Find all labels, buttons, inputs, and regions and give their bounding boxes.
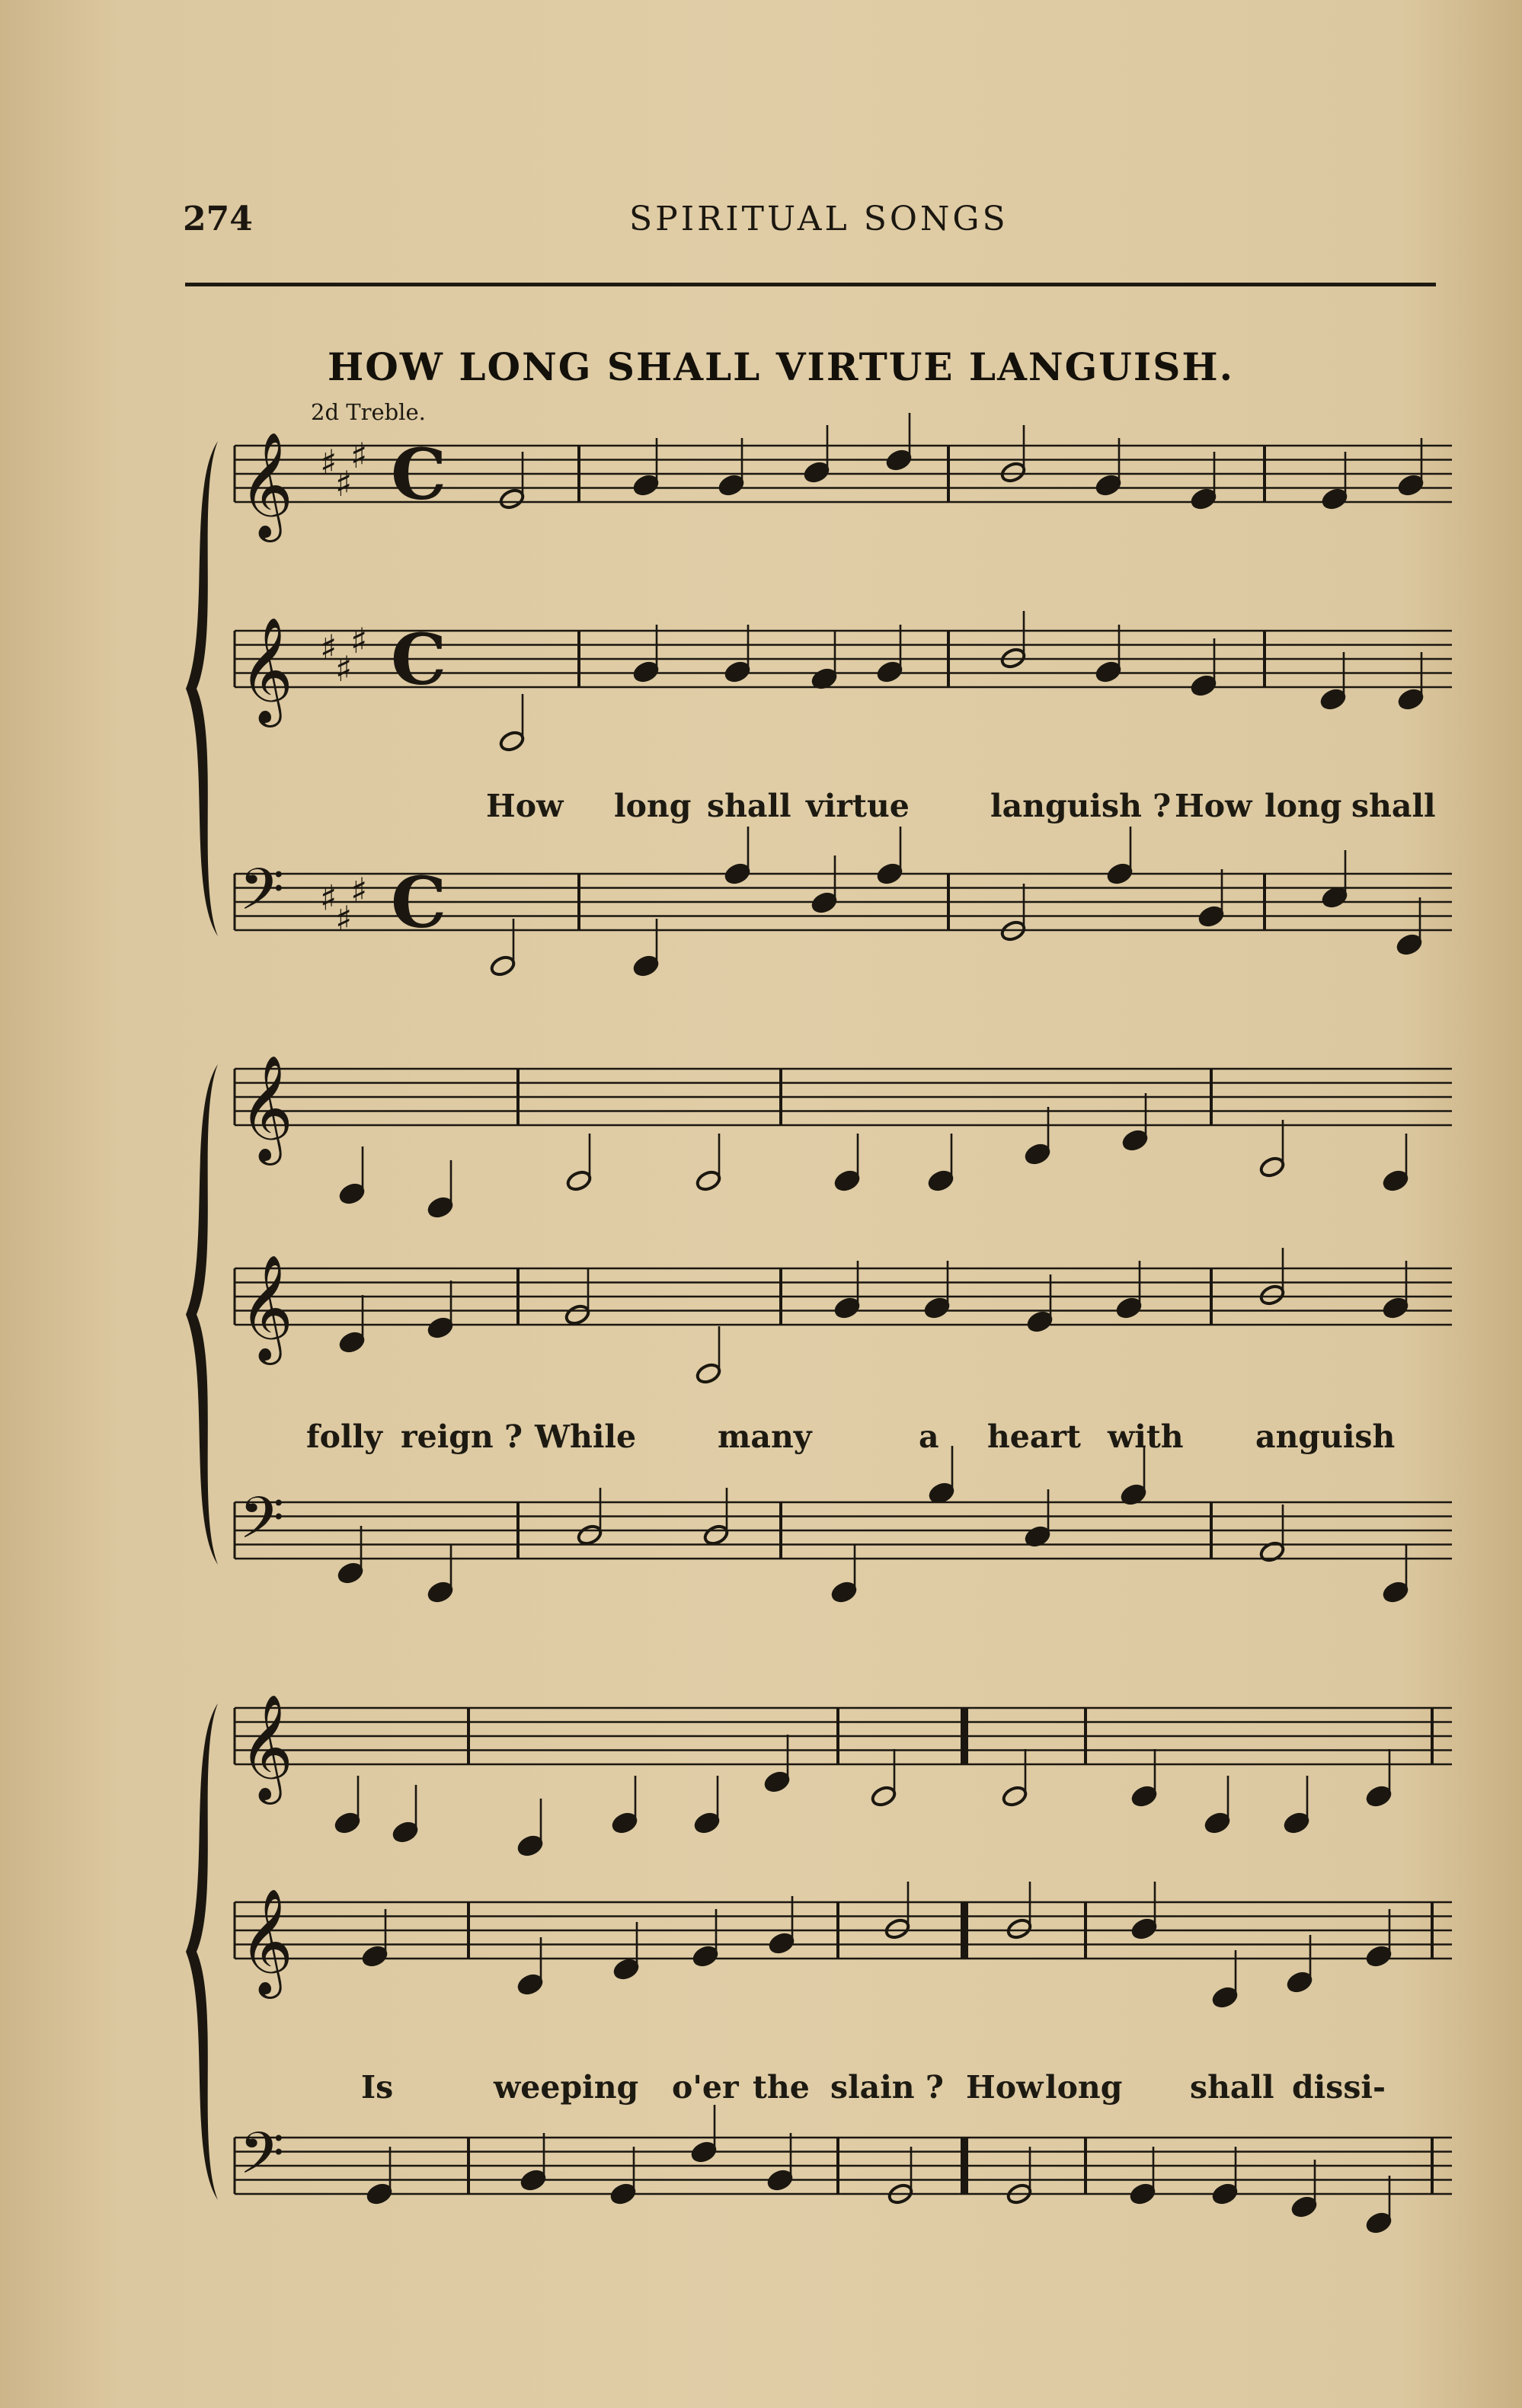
lyric-word: shall [1351, 788, 1436, 824]
notehead [1024, 1143, 1051, 1166]
brace-icon [186, 441, 218, 936]
notehead [692, 1945, 719, 1968]
notehead [1197, 905, 1225, 929]
notehead [927, 1169, 954, 1193]
notehead [884, 1917, 911, 1941]
lyric-word: anguish [1255, 1418, 1396, 1455]
notehead [632, 474, 660, 497]
notehead [1258, 1156, 1286, 1179]
lyric-word: long [1045, 2069, 1123, 2106]
notehead [338, 1331, 366, 1354]
lyric-word: long [1265, 788, 1342, 824]
treble-clef-icon: 𝄞 [239, 617, 293, 723]
common-time-icon: C [391, 618, 447, 701]
notehead [1190, 488, 1217, 511]
notehead [427, 1316, 454, 1340]
notehead [702, 1524, 730, 1547]
notehead [1115, 1297, 1143, 1320]
lyric-word: a [919, 1418, 939, 1455]
bass-clef-icon: 𝄢 [239, 1484, 285, 1566]
notehead [1286, 1971, 1313, 1994]
notehead [1283, 1812, 1310, 1835]
notehead [1365, 1945, 1393, 1968]
double-barline [961, 1708, 968, 1764]
notehead [1211, 2183, 1239, 2206]
notehead [693, 1812, 721, 1835]
sharp-icon: ♯ [320, 627, 337, 668]
notehead [766, 2169, 794, 2192]
notehead [632, 955, 660, 978]
notehead [833, 1169, 861, 1193]
lyric-word: shall [707, 788, 791, 824]
notehead [870, 1785, 897, 1808]
notehead [1130, 1785, 1158, 1808]
notehead [427, 1196, 454, 1220]
sharp-icon: ♯ [350, 619, 368, 661]
notehead [811, 891, 838, 915]
bass-clef-icon: 𝄢 [239, 2119, 285, 2202]
lyric-word: the [753, 2069, 810, 2106]
notehead [1397, 688, 1424, 712]
lyric-word: with [1108, 1418, 1184, 1455]
sharp-icon: ♯ [335, 898, 353, 939]
notehead [768, 1932, 795, 1956]
notehead [876, 660, 903, 684]
notehead [830, 1581, 858, 1604]
lyric-word: How [486, 788, 564, 824]
sharp-icon: ♯ [335, 648, 353, 689]
bass-clef-icon: 𝄢 [239, 855, 285, 938]
notehead [1121, 1129, 1149, 1153]
notehead [576, 1524, 603, 1547]
lyric-word: languish ? [990, 788, 1172, 824]
notehead [803, 461, 830, 484]
treble-clef-icon: 𝄞 [239, 1255, 293, 1361]
sharp-icon: ♯ [350, 870, 368, 911]
treble-clef-icon: 𝄞 [239, 1055, 293, 1161]
treble-clef-icon: 𝄞 [239, 1888, 293, 1994]
notehead [1365, 1785, 1393, 1808]
notehead [885, 449, 913, 472]
notehead [1211, 1986, 1239, 2010]
notehead [1365, 2211, 1393, 2235]
sharp-icon: ♯ [320, 877, 337, 919]
notehead [498, 730, 526, 753]
notehead [609, 2183, 637, 2206]
notehead [718, 474, 745, 497]
notehead [1190, 674, 1217, 698]
common-time-icon: C [391, 861, 447, 944]
notehead [1006, 1917, 1033, 1941]
notehead [516, 1834, 544, 1858]
notehead [1290, 2195, 1318, 2219]
notehead [833, 1297, 861, 1320]
notehead [498, 488, 526, 511]
notehead [1258, 1284, 1286, 1307]
notehead [1130, 1917, 1158, 1941]
notehead [366, 2183, 393, 2206]
notehead [1382, 1169, 1409, 1193]
lyric-word: dissi- [1292, 2069, 1386, 2106]
notehead [1397, 474, 1424, 497]
notehead [763, 1770, 791, 1794]
notehead [1204, 1812, 1231, 1835]
brace-icon [186, 1064, 218, 1565]
notehead [876, 862, 903, 886]
notehead [695, 1169, 722, 1193]
notehead [1129, 2183, 1156, 2206]
double-barline [961, 1902, 968, 1959]
lyric-word: many [718, 1418, 812, 1455]
notehead [1396, 933, 1423, 957]
notehead [612, 1958, 640, 1981]
lyric-word: long [614, 788, 692, 824]
notehead [1095, 660, 1122, 684]
page-number: 274 [183, 200, 253, 238]
sharp-icon: ♯ [320, 442, 337, 483]
notehead [690, 2141, 718, 2164]
notehead [999, 461, 1027, 484]
lyric-word: reign ? [401, 1418, 523, 1455]
lyric-word: How [966, 2069, 1044, 2106]
notehead [427, 1581, 454, 1604]
notehead [724, 660, 751, 684]
notehead [361, 1945, 388, 1968]
brace-icon [186, 1703, 218, 2200]
notehead [1382, 1581, 1409, 1604]
notehead [1321, 886, 1348, 910]
notehead [334, 1812, 361, 1835]
voice-label: 2d Treble. [311, 399, 426, 425]
hymn-title: HOW LONG SHALL VIRTUE LANGUISH. [328, 344, 1235, 389]
notehead [724, 862, 751, 886]
lyric-word: folly [306, 1418, 382, 1455]
notehead [392, 1821, 419, 1844]
notehead [1095, 474, 1122, 497]
double-barline [961, 2138, 968, 2194]
notehead [695, 1362, 722, 1386]
treble-clef-icon: 𝄞 [239, 432, 293, 538]
notehead [565, 1169, 593, 1193]
notehead [1319, 688, 1347, 712]
running-head: SPIRITUAL SONGS [629, 200, 1009, 238]
sharp-icon: ♯ [350, 434, 368, 476]
notehead [1001, 1785, 1028, 1808]
notehead [1106, 862, 1134, 886]
lyric-word: virtue [806, 788, 910, 824]
notehead [520, 2169, 547, 2192]
lyric-word: shall [1190, 2069, 1274, 2106]
notehead [1026, 1310, 1054, 1334]
notehead [1321, 488, 1348, 511]
lyric-word: How [1175, 788, 1252, 824]
lyric-word: slain ? [830, 2069, 944, 2106]
notehead [489, 955, 516, 978]
notehead [611, 1812, 638, 1835]
treble-clef-icon: 𝄞 [239, 1694, 293, 1800]
lyric-word: o'er [672, 2069, 739, 2106]
lyric-word: heart [987, 1418, 1081, 1455]
notehead [923, 1297, 951, 1320]
notehead [337, 1562, 364, 1585]
notehead [632, 660, 660, 684]
lyric-word: weeping [494, 2069, 639, 2106]
common-time-icon: C [391, 433, 447, 516]
notehead [564, 1303, 591, 1327]
sharp-icon: ♯ [335, 462, 353, 504]
notehead [338, 1182, 366, 1206]
notehead [1382, 1297, 1409, 1320]
lyric-word: While [535, 1418, 637, 1455]
notehead [516, 1973, 544, 1997]
lyric-word: Is [361, 2069, 394, 2106]
